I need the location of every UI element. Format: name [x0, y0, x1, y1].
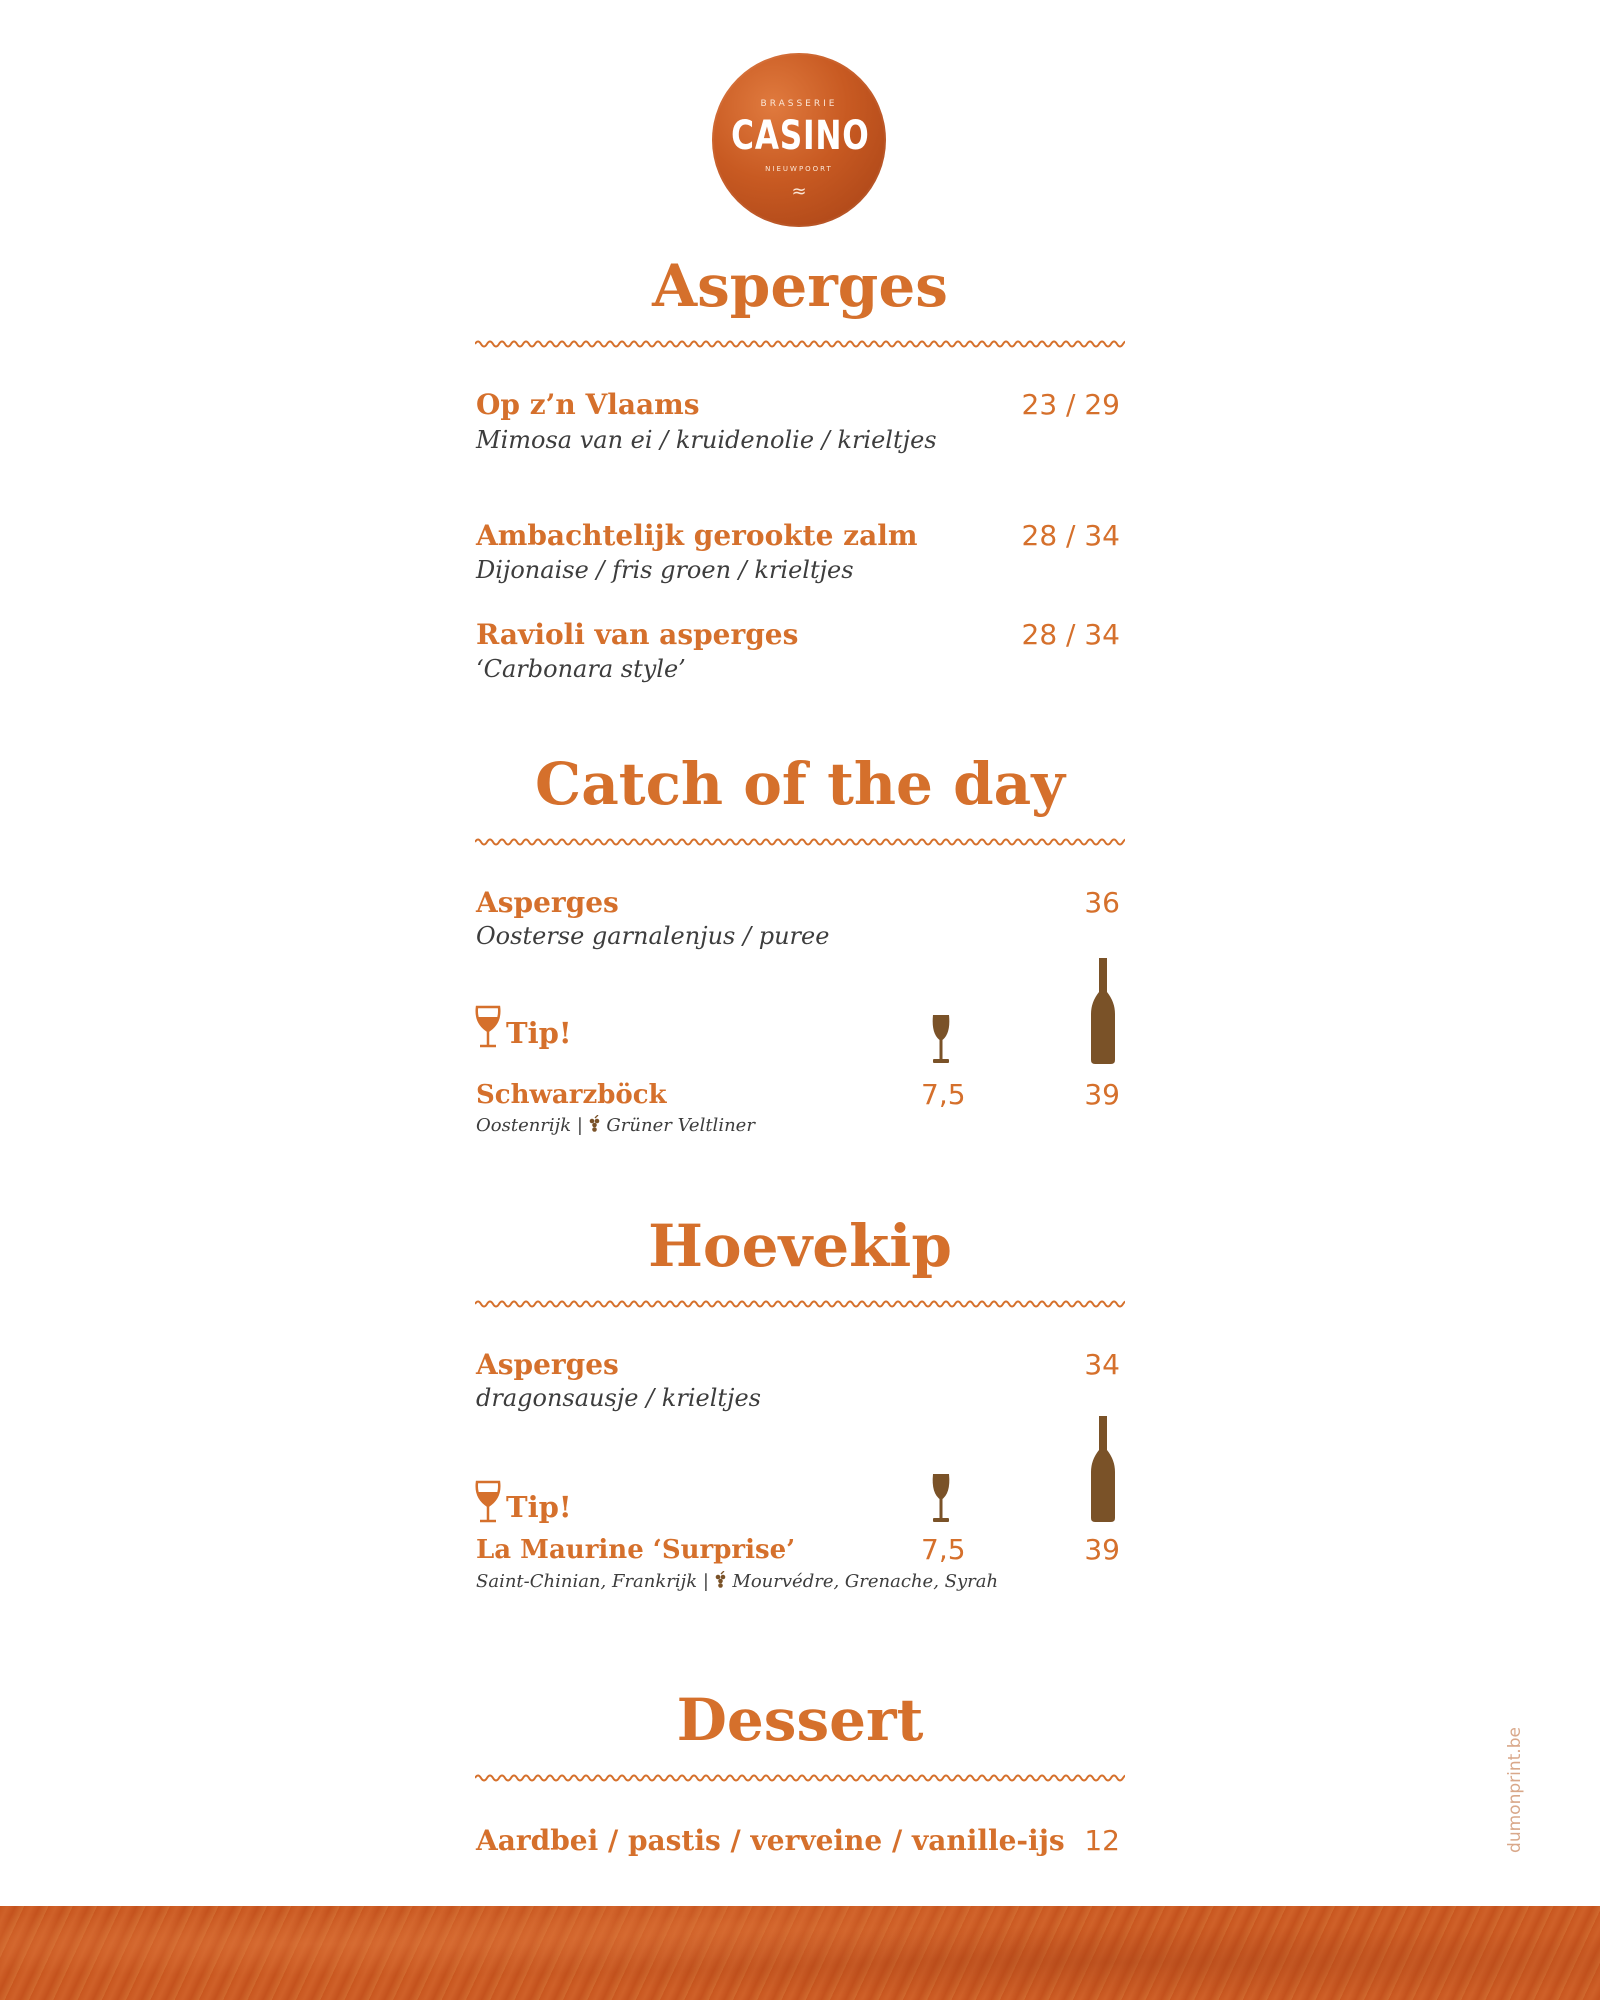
menu-item-name: Asperges — [476, 1348, 619, 1381]
glass-icon — [930, 1472, 952, 1524]
menu-item-description: dragonsausje / krieltjes — [476, 1384, 761, 1412]
wine-origin-line — [476, 1115, 755, 1136]
menu-item-price: 36 — [1084, 886, 1120, 919]
glass-icon — [930, 1013, 952, 1065]
section-title-hoevekip: Hoevekip — [648, 1212, 952, 1280]
printer-credit-text: dumonprint.be — [1505, 1727, 1525, 1853]
glass-price: 7,5 — [921, 1533, 966, 1566]
tip-label: Tip! — [506, 1490, 572, 1524]
menu-item-price: 34 — [1084, 1348, 1120, 1381]
wine-origin-line — [476, 1571, 998, 1592]
wine-name: La Maurine ‘Surprise’ — [476, 1535, 796, 1565]
wine-glass-tip-icon — [474, 1005, 502, 1049]
menu-item-description: Dijonaise / fris groen / krieltjes — [476, 556, 854, 584]
bottle-price: 39 — [1084, 1533, 1120, 1566]
bottle-icon — [1089, 1416, 1117, 1522]
menu-item-price: 28 / 34 — [1021, 618, 1120, 651]
section-title-asperges: Asperges — [652, 252, 948, 320]
menu-item-price: 12 — [1084, 1824, 1120, 1857]
menu-item-description: Mimosa van ei / kruidenolie / krieltjes — [476, 426, 937, 454]
wine-origin: Oostenrijk | — [476, 1115, 583, 1136]
printer-credit — [1495, 1720, 1535, 1860]
logo-top-text: BRASSERIE — [760, 99, 838, 109]
menu-item-name: Ravioli van asperges — [476, 618, 799, 651]
brasserie-casino-logo — [712, 53, 886, 227]
wine-grape: Mourvédre, Grenache, Syrah — [732, 1571, 999, 1592]
wine-grape: Grüner Veltliner — [606, 1115, 755, 1136]
logo-main-text: CASINO — [731, 113, 870, 159]
menu-item-name: Asperges — [476, 886, 619, 919]
menu-item-description: Oosterse garnalenjus / puree — [476, 922, 830, 950]
wave-divider — [475, 835, 1125, 849]
section-title-dessert: Dessert — [676, 1686, 924, 1754]
menu-item-price: 23 / 29 — [1021, 388, 1120, 421]
logo-wave-mark: ≈ — [791, 181, 807, 202]
logo-bottom-text: NIEUWPOORT — [765, 165, 833, 173]
menu-item-name: Op z’n Vlaams — [476, 388, 700, 421]
menu-item-description: ‘Carbonara style’ — [476, 655, 686, 683]
glass-price: 7,5 — [921, 1078, 966, 1111]
menu-item-price: 28 / 34 — [1021, 519, 1120, 552]
menu-item-name: Aardbei / pastis / verveine / vanille-ijs — [476, 1824, 1065, 1857]
bottle-price: 39 — [1084, 1078, 1120, 1111]
grape-icon — [589, 1115, 601, 1133]
wave-divider — [475, 337, 1125, 351]
wine-name: Schwarzböck — [476, 1080, 667, 1110]
bottle-icon — [1089, 958, 1117, 1064]
wave-divider — [475, 1297, 1125, 1311]
wine-origin: Saint-Chinian, Frankrijk | — [476, 1571, 709, 1592]
section-title-catch-of-the-day: Catch of the day — [535, 750, 1065, 818]
menu-item-name: Ambachtelijk gerookte zalm — [476, 519, 918, 552]
wine-glass-tip-icon — [474, 1480, 502, 1524]
grape-icon — [715, 1571, 727, 1589]
footer-texture-overlay — [0, 1906, 1600, 2000]
tip-label: Tip! — [506, 1016, 572, 1050]
wave-divider — [475, 1771, 1125, 1785]
